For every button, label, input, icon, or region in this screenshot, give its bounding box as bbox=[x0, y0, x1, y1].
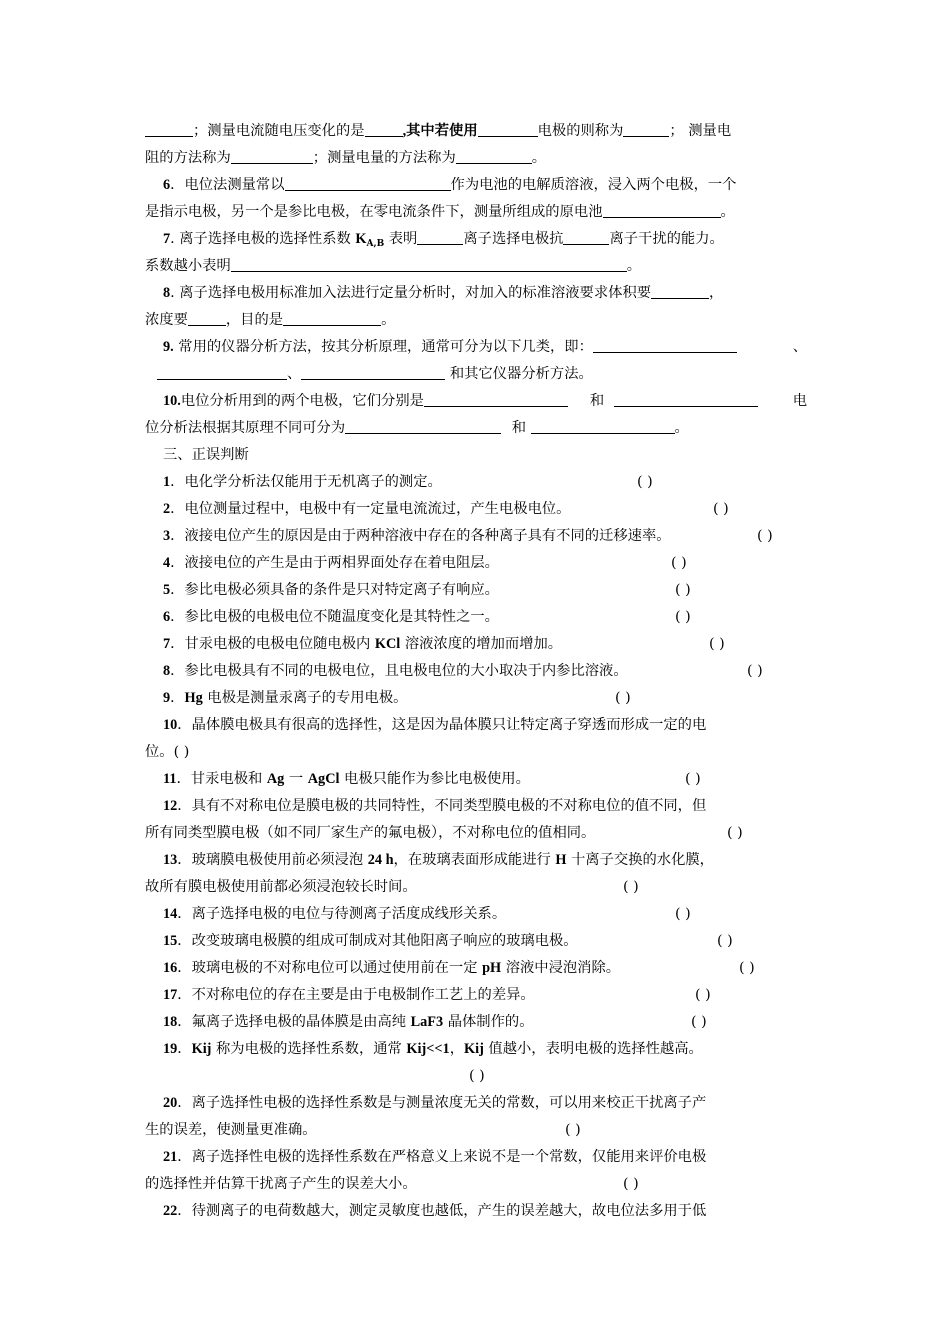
text: 和 bbox=[589, 393, 605, 409]
statement: ．电位测量过程中，电极中有一定量电流流过，产生电极电位。 bbox=[170, 501, 571, 517]
chemical-term: pH bbox=[482, 960, 502, 976]
coefficient-symbol: Kij bbox=[191, 1041, 212, 1057]
text: ，目的是 bbox=[225, 312, 284, 328]
section-heading bbox=[145, 442, 807, 469]
answer-parentheses[interactable]: ( ) bbox=[713, 501, 729, 517]
text: 。 bbox=[381, 312, 396, 328]
question-number: 10. bbox=[163, 393, 181, 409]
answer-blank[interactable] bbox=[456, 148, 532, 164]
statement: ．参比电极的电极电位不随温度变化是其特性之一。 bbox=[170, 609, 499, 625]
text: 电极的则称为 bbox=[537, 123, 624, 139]
tf-item-7 bbox=[145, 631, 807, 658]
answer-blank[interactable] bbox=[231, 148, 313, 164]
statement: ．液接电位产生的原因是由于两种溶液中存在的各种离子具有不同的迁移速率。 bbox=[170, 528, 671, 544]
tf-item-3 bbox=[145, 523, 807, 550]
text: 和其它仪器分析方法。 bbox=[445, 366, 593, 382]
answer-blank[interactable] bbox=[301, 364, 445, 380]
document-page bbox=[145, 118, 807, 1225]
answer-blank[interactable] bbox=[614, 391, 758, 407]
coefficient-symbol: Kij bbox=[464, 1041, 484, 1057]
question-number: 8 bbox=[163, 285, 171, 301]
text: 阻的方法称为 bbox=[145, 150, 231, 166]
question-number: 9 bbox=[163, 690, 171, 706]
answer-parentheses[interactable]: ( ) bbox=[709, 636, 725, 652]
statement: 生的误差，使测量更准确。 bbox=[145, 1122, 317, 1138]
answer-blank[interactable] bbox=[651, 283, 709, 299]
q7-line-2 bbox=[145, 253, 807, 280]
statement: ．玻璃膜电极使用前必须浸泡 bbox=[177, 852, 368, 868]
tf-item-21-cont bbox=[145, 1171, 807, 1198]
statement: ．改变玻璃电极膜的组成可制成对其他阳离子响应的玻璃电极。 bbox=[177, 933, 578, 949]
tf-item-10 bbox=[145, 712, 807, 739]
tf-item-21 bbox=[145, 1144, 807, 1171]
tf-item-12 bbox=[145, 793, 807, 820]
answer-blank[interactable] bbox=[157, 364, 287, 380]
text: 离子干扰的能力。 bbox=[609, 231, 724, 247]
statement: ．具有不对称电位是膜电极的共同特性，不同类型膜电极的不对称电位的值不同，但 bbox=[177, 798, 707, 814]
statement: 值越小，表明电极的选择性越高。 bbox=[483, 1041, 703, 1057]
tf-item-16 bbox=[145, 955, 807, 982]
answer-blank[interactable] bbox=[145, 121, 193, 137]
statement: 称为电极的选择性系数，通常 bbox=[211, 1041, 407, 1057]
answer-blank[interactable] bbox=[424, 391, 568, 407]
answer-parentheses[interactable]: ( ) bbox=[671, 555, 687, 571]
question-number: 6 bbox=[163, 609, 171, 625]
text: 和 bbox=[507, 420, 531, 436]
answer-parentheses[interactable]: ( ) bbox=[675, 906, 691, 922]
tf-item-2 bbox=[145, 496, 807, 523]
chemical-formula: KCl bbox=[374, 636, 401, 652]
section-title: 三、正误判断 bbox=[163, 447, 249, 463]
tf-item-6 bbox=[145, 604, 807, 631]
statement: ． bbox=[170, 690, 185, 706]
statement: ．离子选择性电极的选择性系数在严格意义上来说不是一个常数，仅能用来评价电极 bbox=[177, 1149, 707, 1165]
statement: ．参比电极必须具备的条件是只对特定离子有响应。 bbox=[170, 582, 499, 598]
question-number: 12 bbox=[163, 798, 178, 814]
tf-item-14 bbox=[145, 901, 807, 928]
subscript: A,B bbox=[366, 239, 385, 249]
tf-item-12-cont bbox=[145, 820, 807, 847]
answer-blank[interactable] bbox=[531, 418, 675, 434]
q10-line-2 bbox=[145, 415, 807, 442]
chemical-symbol: H bbox=[555, 852, 567, 868]
text: 。 bbox=[674, 420, 689, 436]
answer-parentheses[interactable]: ( ) bbox=[717, 933, 733, 949]
text: 电位分析用到的两个电极，它们分别是 bbox=[180, 393, 424, 409]
question-number: 22 bbox=[163, 1203, 178, 1219]
text: ， bbox=[709, 285, 724, 301]
tf-item-4 bbox=[145, 550, 807, 577]
question-number: 20 bbox=[163, 1095, 178, 1111]
q5-line-1 bbox=[145, 118, 807, 145]
tf-item-9 bbox=[145, 685, 807, 712]
statement: ．氟离子选择电极的晶体膜是由高纯 bbox=[177, 1014, 411, 1030]
chemical-formula: Ag bbox=[266, 771, 285, 787]
question-number: 15 bbox=[163, 933, 178, 949]
answer-blank[interactable] bbox=[563, 229, 609, 245]
statement: ．离子选择电极的电位与待测离子活度成线形关系。 bbox=[177, 906, 507, 922]
statement: ．待测离子的电荷数越大，测定灵敏度也越低，产生的误差越大，故电位法多用于低 bbox=[177, 1203, 707, 1219]
question-number: 7 bbox=[163, 231, 171, 247]
statement: 故所有膜电极使用前都必须浸泡较长时间。 bbox=[145, 879, 417, 895]
tf-item-8 bbox=[145, 658, 807, 685]
chemical-formula: AgCl bbox=[307, 771, 340, 787]
tf-item-20 bbox=[145, 1090, 807, 1117]
statement: ．不对称电位的存在主要是由于电极制作工艺上的差异。 bbox=[177, 987, 535, 1003]
answer-parentheses[interactable]: ( ) bbox=[739, 960, 755, 976]
statement: ．电化学分析法仅能用于无机离子的测定。 bbox=[170, 474, 442, 490]
answer-blank[interactable] bbox=[188, 310, 226, 326]
text: 。 bbox=[626, 258, 642, 274]
chemical-formula: LaF3 bbox=[410, 1014, 444, 1030]
statement: ．甘汞电极的电极电位随电极内 bbox=[170, 636, 375, 652]
statement: 溶液中浸泡消除。 bbox=[501, 960, 621, 976]
question-number: 9. bbox=[163, 339, 174, 355]
question-number: 6 bbox=[163, 177, 171, 193]
q9-line-2 bbox=[145, 361, 807, 388]
text: 常用的仪器分析方法，按其分析原理，通常可分为以下几类，即： bbox=[173, 339, 593, 355]
statement: 电极是测量汞离子的专用电极。 bbox=[202, 690, 408, 706]
statement: ．离子选择性电极的选择性系数是与测量浓度无关的常数，可以用来校正干扰离子产 bbox=[177, 1095, 707, 1111]
text: 位分析法根据其原理不同可分为 bbox=[145, 420, 346, 436]
text: 系数越小表明 bbox=[145, 258, 231, 274]
answer-blank[interactable] bbox=[231, 256, 627, 272]
q9-line-1 bbox=[145, 334, 807, 361]
answer-parentheses[interactable]: ( ) bbox=[691, 1014, 707, 1030]
answer-blank[interactable] bbox=[603, 202, 721, 218]
text: ,其中若使用 bbox=[402, 123, 478, 139]
question-number: 19 bbox=[163, 1041, 178, 1057]
tf-item-19: 19．Kij 称为电极的选择性系数，通常 Kij<<1，Kij 值越小，表明电极的选择性越高。 bbox=[163, 1041, 703, 1057]
text: 。 bbox=[531, 150, 547, 166]
answer-parentheses[interactable]: ( ) bbox=[469, 1068, 485, 1084]
text: 浓度要 bbox=[145, 312, 188, 328]
tf-item-20-cont bbox=[145, 1117, 807, 1144]
time-value: 24 h bbox=[367, 852, 394, 868]
statement: ，在玻璃表面形成能进行 bbox=[393, 852, 556, 868]
answer-parentheses[interactable]: ( ) bbox=[623, 1176, 639, 1192]
question-number: 17 bbox=[163, 987, 178, 1003]
answer-blank[interactable] bbox=[365, 121, 403, 137]
answer-blank[interactable] bbox=[345, 418, 501, 434]
statement: ．甘汞电极和 bbox=[176, 771, 267, 787]
tf-item-18 bbox=[145, 1009, 807, 1036]
statement: 溶液浓度的增加而增加。 bbox=[400, 636, 563, 652]
statement: 晶体制作的。 bbox=[443, 1014, 534, 1030]
q8-line-2 bbox=[145, 307, 807, 334]
text: 。 bbox=[720, 204, 735, 220]
answer-parentheses[interactable]: ( ) bbox=[757, 528, 773, 544]
text: ．电位法测量常以 bbox=[170, 177, 285, 193]
statement: 十离子交换的水化膜， bbox=[566, 852, 714, 868]
text: 、 bbox=[287, 366, 302, 382]
question-number: 5 bbox=[163, 582, 171, 598]
statement: ， bbox=[449, 1041, 464, 1057]
question-number: 1 bbox=[163, 474, 171, 490]
tf-item-10-cont bbox=[145, 739, 807, 766]
statement: 的选择性并估算干扰离子产生的误差大小。 bbox=[145, 1176, 417, 1192]
text: 是指示电极，另一个是参比电极，在零电流条件下，测量所组成的原电池 bbox=[145, 204, 603, 220]
answer-blank[interactable] bbox=[283, 310, 381, 326]
question-number: 8 bbox=[163, 663, 171, 679]
answer-parentheses[interactable]: ( ) bbox=[675, 609, 691, 625]
q6-line-2 bbox=[145, 199, 807, 226]
answer-parentheses[interactable]: ( ) bbox=[685, 771, 701, 787]
question-number: 7 bbox=[163, 636, 171, 652]
q5-line-2 bbox=[145, 145, 807, 172]
q10-line-1 bbox=[145, 388, 807, 415]
tf-item-13-cont bbox=[145, 874, 807, 901]
answer-blank[interactable] bbox=[478, 121, 538, 137]
question-number: 18 bbox=[163, 1014, 178, 1030]
question-number: 2 bbox=[163, 501, 171, 517]
answer-parentheses[interactable]: ( ) bbox=[747, 663, 763, 679]
text: ；测量电流随电压变化的是 bbox=[193, 123, 365, 139]
answer-parentheses[interactable]: ( ) bbox=[623, 879, 639, 895]
text: . 离子选择电极用标准加入法进行定量分析时，对加入的标准溶液要求体积要 bbox=[170, 285, 652, 301]
text: . 离子选择电极的选择性系数 bbox=[170, 231, 356, 247]
answer-parentheses[interactable]: ( ) bbox=[695, 987, 711, 1003]
text: 表明 bbox=[384, 231, 418, 247]
text: 离子选择电极抗 bbox=[463, 231, 564, 247]
tf-item-17 bbox=[145, 982, 807, 1009]
tf-item-22 bbox=[145, 1198, 807, 1225]
statement: ．参比电极具有不同的电极电位，且电极电位的大小取决于内参比溶液。 bbox=[170, 663, 628, 679]
text: 电 bbox=[792, 393, 807, 409]
tf-item-15 bbox=[145, 928, 807, 955]
tf-item-19-cont bbox=[145, 1063, 807, 1090]
text: 、 bbox=[792, 339, 807, 355]
answer-parentheses[interactable]: ( ) bbox=[565, 1122, 581, 1138]
selectivity-coefficient-symbol: K bbox=[355, 231, 367, 247]
answer-blank[interactable] bbox=[623, 121, 669, 137]
question-number: 13 bbox=[163, 852, 178, 868]
statement: 电极只能作为参比电极使用。 bbox=[339, 771, 530, 787]
coefficient-expression: Kij<<1 bbox=[406, 1041, 450, 1057]
statement: ．玻璃电极的不对称电位可以通过使用前在一定 bbox=[177, 960, 483, 976]
text: ； 测量电 bbox=[669, 123, 732, 139]
answer-blank[interactable] bbox=[593, 337, 737, 353]
statement: 一 bbox=[284, 771, 308, 787]
tf-item-13 bbox=[145, 847, 807, 874]
question-number: 16 bbox=[163, 960, 178, 976]
question-number: 10 bbox=[163, 717, 178, 733]
q6-line-1 bbox=[145, 172, 807, 199]
question-number: 21 bbox=[163, 1149, 178, 1165]
answer-blank[interactable] bbox=[417, 229, 463, 245]
text: ；测量电量的方法称为 bbox=[312, 150, 456, 166]
question-number: 4 bbox=[163, 555, 171, 571]
q7-line-1 bbox=[145, 226, 807, 253]
tf-item-1 bbox=[145, 469, 807, 496]
chemical-formula: Hg bbox=[184, 690, 203, 706]
answer-parentheses[interactable]: ( ) bbox=[637, 474, 653, 490]
statement[interactable]: 位。( ) bbox=[145, 744, 190, 760]
question-number: 3 bbox=[163, 528, 171, 544]
statement: ．晶体膜电极具有很高的选择性，这是因为晶体膜只让特定离子穿透而形成一定的电 bbox=[177, 717, 707, 733]
q8-line-1 bbox=[145, 280, 807, 307]
text: 作为电池的电解质溶液，浸入两个电极，一个 bbox=[450, 177, 737, 193]
answer-parentheses[interactable]: ( ) bbox=[675, 582, 691, 598]
answer-parentheses[interactable]: ( ) bbox=[615, 690, 631, 706]
answer-blank[interactable] bbox=[285, 175, 451, 191]
tf-item-11 bbox=[145, 766, 807, 793]
statement: ．液接电位的产生是由于两相界面处存在着电阻层。 bbox=[170, 555, 499, 571]
question-number: 11 bbox=[163, 771, 177, 787]
answer-parentheses[interactable]: ( ) bbox=[727, 825, 743, 841]
statement: 所有同类型膜电极（如不同厂家生产的氟电极），不对称电位的值相同。 bbox=[145, 825, 596, 841]
question-number: 14 bbox=[163, 906, 178, 922]
tf-item-5 bbox=[145, 577, 807, 604]
